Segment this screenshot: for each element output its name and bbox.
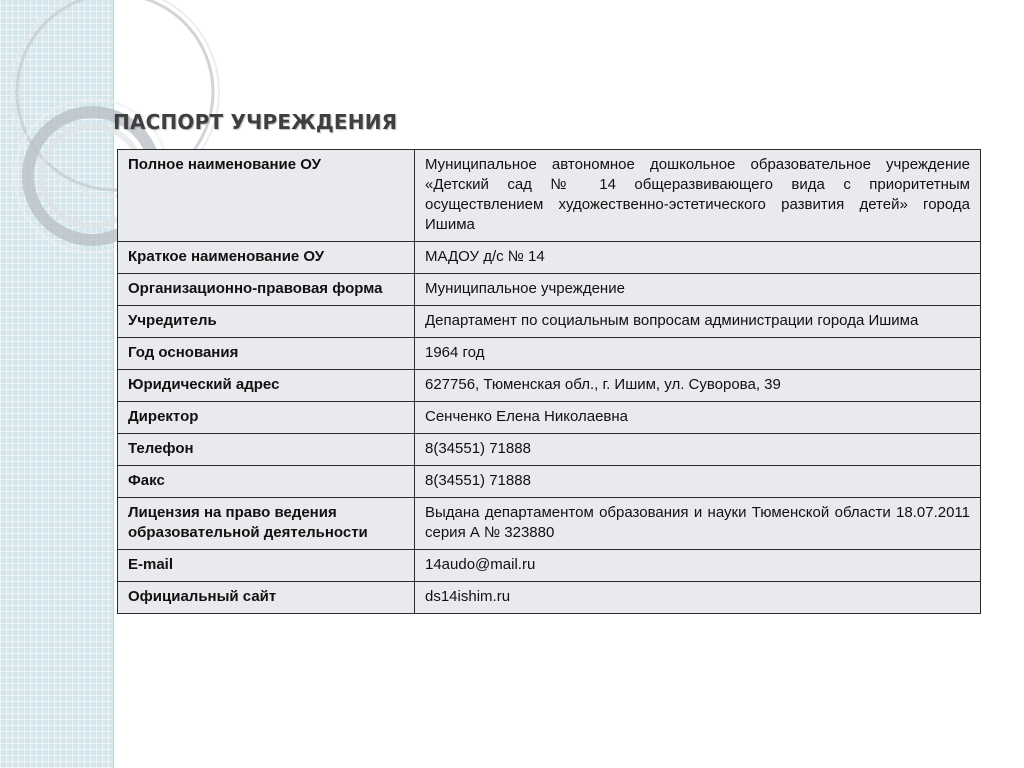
row-label: Год основания — [118, 338, 415, 370]
row-label: Факс — [118, 466, 415, 498]
row-label: Телефон — [118, 434, 415, 466]
row-value: Муниципальное учреждение — [415, 274, 981, 306]
table-row — [118, 582, 981, 614]
row-value: 1964 год — [415, 338, 981, 370]
institution-passport-table — [117, 149, 981, 614]
row-label: Краткое наименование ОУ — [118, 242, 415, 274]
row-value: 627756, Тюменская обл., г. Ишим, ул. Суворова, 39 — [415, 370, 981, 402]
table-row — [118, 242, 981, 274]
row-label: Лицензия на право ведения образовательной деятельности — [118, 498, 415, 550]
table-row — [118, 306, 981, 338]
row-value: МАДОУ д/с № 14 — [415, 242, 981, 274]
row-value: Департамент по социальным вопросам администрации города Ишима — [415, 306, 981, 338]
row-label: Директор — [118, 402, 415, 434]
table-row — [118, 338, 981, 370]
row-label: Официальный сайт — [118, 582, 415, 614]
row-label: E-mail — [118, 550, 415, 582]
row-value: Выдана департаментом образования и науки Тюменской области 18.07.2011 серия А № 323880 — [415, 498, 981, 550]
row-label: Учредитель — [118, 306, 415, 338]
table-row — [118, 274, 981, 306]
table-row — [118, 434, 981, 466]
row-value: 8(34551) 71888 — [415, 434, 981, 466]
row-value: Муниципальное автономное дошкольное образовательное учреждение «Детский сад № 14 общеразвивающего вида с приоритетным осуществлением художественно-эстетического развития детей» города Ишима — [415, 150, 981, 242]
row-label: Юридический адрес — [118, 370, 415, 402]
table-row — [118, 550, 981, 582]
table-row — [118, 370, 981, 402]
row-value: ds14ishim.ru — [415, 582, 981, 614]
table-row — [118, 466, 981, 498]
page-title: ПАСПОРТ УЧРЕЖДЕНИЯ — [113, 110, 398, 134]
row-value: 14audo@mail.ru — [415, 550, 981, 582]
table-row — [118, 150, 981, 242]
table-row — [118, 402, 981, 434]
row-value: 8(34551) 71888 — [415, 466, 981, 498]
row-label: Организационно-правовая форма — [118, 274, 415, 306]
decorative-side-strip — [0, 0, 114, 768]
table-row — [118, 498, 981, 550]
row-label: Полное наименование ОУ — [118, 150, 415, 242]
row-value: Сенченко Елена Николаевна — [415, 402, 981, 434]
